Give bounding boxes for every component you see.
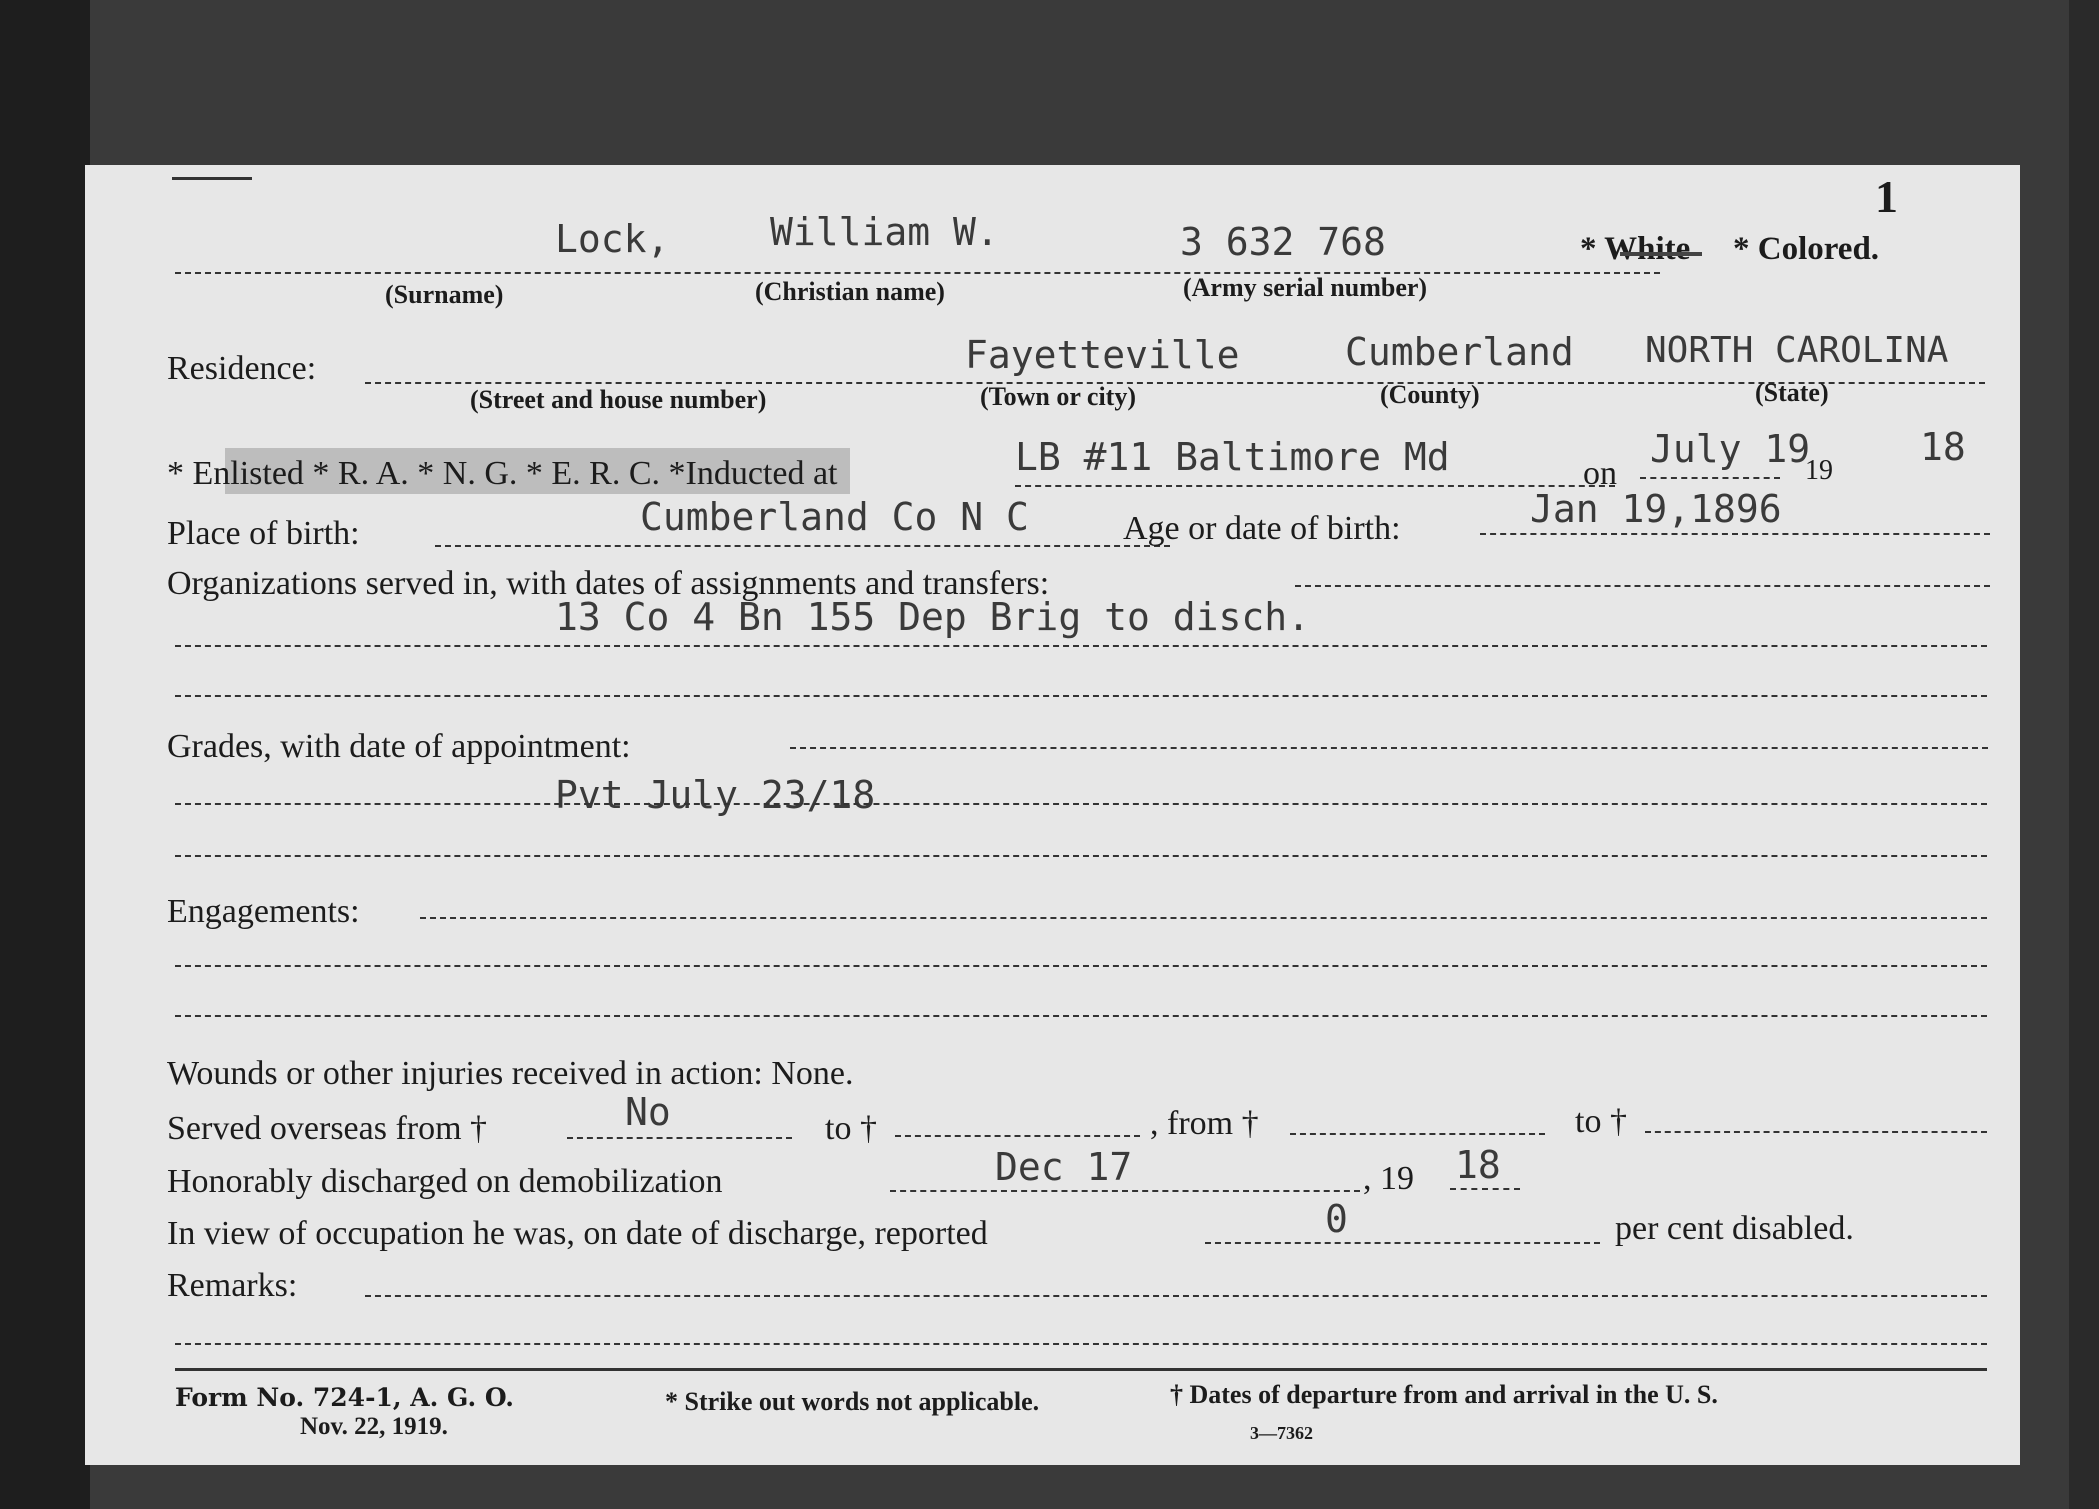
residence-state-value: NORTH CAROLINA bbox=[1645, 330, 1949, 371]
form-number: Form No. 724-1, A. G. O. bbox=[175, 1383, 514, 1412]
discharge-year-line bbox=[1450, 1188, 1520, 1190]
discharge-date-value: Dec 17 bbox=[995, 1145, 1133, 1189]
grades-value: Pvt July 23/18 bbox=[555, 773, 876, 817]
inducted-date-value: July 19 bbox=[1650, 427, 1811, 471]
christian-name-caption: (Christian name) bbox=[755, 277, 945, 306]
residence-county-value: Cumberland bbox=[1345, 330, 1574, 374]
occupation-label: In view of occupation he was, on date of discharge, reported bbox=[167, 1215, 988, 1252]
discharge-date-line bbox=[890, 1190, 1360, 1192]
disabled-line bbox=[1205, 1242, 1600, 1244]
wounds-label: Wounds or other injuries received in action: None. bbox=[167, 1055, 854, 1092]
race-white-strike bbox=[1620, 252, 1702, 256]
discharge-label: Honorably discharged on demobilization bbox=[167, 1163, 723, 1200]
disabled-label: per cent disabled. bbox=[1615, 1210, 1854, 1247]
inducted-date-line bbox=[1640, 477, 1780, 479]
christian-name-value: William W. bbox=[770, 210, 999, 254]
residence-town-value: Fayetteville bbox=[965, 333, 1240, 377]
footnote-dates: † Dates of departure from and arrival in the U. S. bbox=[1170, 1380, 1718, 1409]
page-number: 1 bbox=[1875, 171, 1898, 222]
serial-number-value: 3 632 768 bbox=[1180, 220, 1386, 264]
state-caption: (State) bbox=[1755, 378, 1829, 407]
engagements-line-3 bbox=[175, 1015, 1987, 1017]
birth-date-line bbox=[1480, 533, 1990, 535]
street-caption: (Street and house number) bbox=[470, 385, 767, 414]
engagements-line-2 bbox=[175, 965, 1987, 967]
birthplace-value: Cumberland Co N C bbox=[640, 495, 1029, 539]
organizations-line-3 bbox=[175, 695, 1987, 697]
service-record-card bbox=[85, 165, 2020, 1465]
overseas-label: Served overseas from † bbox=[167, 1110, 488, 1147]
footnote-strike: * Strike out words not applicable. bbox=[665, 1387, 1040, 1416]
enlisted-label: * Enlisted * R. A. * N. G. * E. R. C. *Inducted at bbox=[167, 455, 838, 492]
town-caption: (Town or city) bbox=[980, 382, 1136, 411]
organizations-label: Organizations served in, with dates of assignments and transfers: bbox=[167, 565, 1050, 602]
race-colored-label: * Colored. bbox=[1733, 231, 1880, 267]
footer-rule bbox=[175, 1368, 1987, 1371]
on-label: on bbox=[1583, 455, 1617, 492]
overseas-to-line bbox=[895, 1135, 1140, 1137]
overseas-from-line bbox=[567, 1137, 792, 1139]
engagements-line-1 bbox=[420, 917, 1987, 919]
organizations-line-1 bbox=[1295, 585, 1990, 587]
birth-date-value: Jan 19,1896 bbox=[1530, 487, 1782, 531]
remarks-line-1 bbox=[365, 1295, 1987, 1297]
discharge-year-prefix: , 19 bbox=[1363, 1160, 1414, 1197]
surname-caption: (Surname) bbox=[385, 280, 504, 309]
surname-value: Lock, bbox=[555, 217, 670, 261]
grades-line-2 bbox=[175, 803, 1987, 805]
to-label-2: to † bbox=[1575, 1103, 1627, 1140]
overseas-from2-line bbox=[1290, 1133, 1545, 1135]
inducted-at-value: LB #11 Baltimore Md bbox=[1015, 435, 1450, 479]
dark-background-right bbox=[2069, 0, 2099, 1509]
inducted-line bbox=[1015, 485, 1615, 487]
inducted-year-value: 18 bbox=[1920, 425, 1966, 469]
birthplace-label: Place of birth: bbox=[167, 515, 360, 552]
grades-label: Grades, with date of appointment: bbox=[167, 728, 631, 765]
residence-line bbox=[365, 382, 1985, 384]
grades-line-1 bbox=[790, 747, 1988, 749]
serial-caption: (Army serial number) bbox=[1183, 273, 1428, 302]
form-date: Nov. 22, 1919. bbox=[300, 1413, 448, 1440]
age-label: Age or date of birth: bbox=[1123, 510, 1401, 547]
print-code: 3—7362 bbox=[1250, 1423, 1313, 1443]
grades-line-3 bbox=[175, 855, 1987, 857]
organizations-value: 13 Co 4 Bn 155 Dep Brig to disch. bbox=[555, 595, 1310, 639]
residence-label: Residence: bbox=[167, 350, 317, 387]
county-caption: (County) bbox=[1380, 380, 1480, 409]
overseas-to2-line bbox=[1645, 1131, 1987, 1133]
from-label: , from † bbox=[1150, 1105, 1259, 1142]
to-label: to † bbox=[825, 1110, 877, 1147]
race-white-label: * White bbox=[1580, 231, 1691, 267]
top-rule bbox=[172, 177, 252, 180]
overseas-from-value: No bbox=[625, 1090, 671, 1134]
discharge-year-value: 18 bbox=[1455, 1143, 1501, 1187]
organizations-line-2 bbox=[175, 645, 1987, 647]
remarks-label: Remarks: bbox=[167, 1267, 298, 1304]
engagements-label: Engagements: bbox=[167, 893, 360, 930]
disabled-value: 0 bbox=[1325, 1197, 1348, 1241]
name-line bbox=[175, 272, 1660, 274]
birthplace-line bbox=[435, 545, 1170, 547]
remarks-line-2 bbox=[175, 1343, 1987, 1345]
year-prefix: 19 bbox=[1805, 455, 1833, 486]
dark-background-left bbox=[0, 0, 90, 1509]
